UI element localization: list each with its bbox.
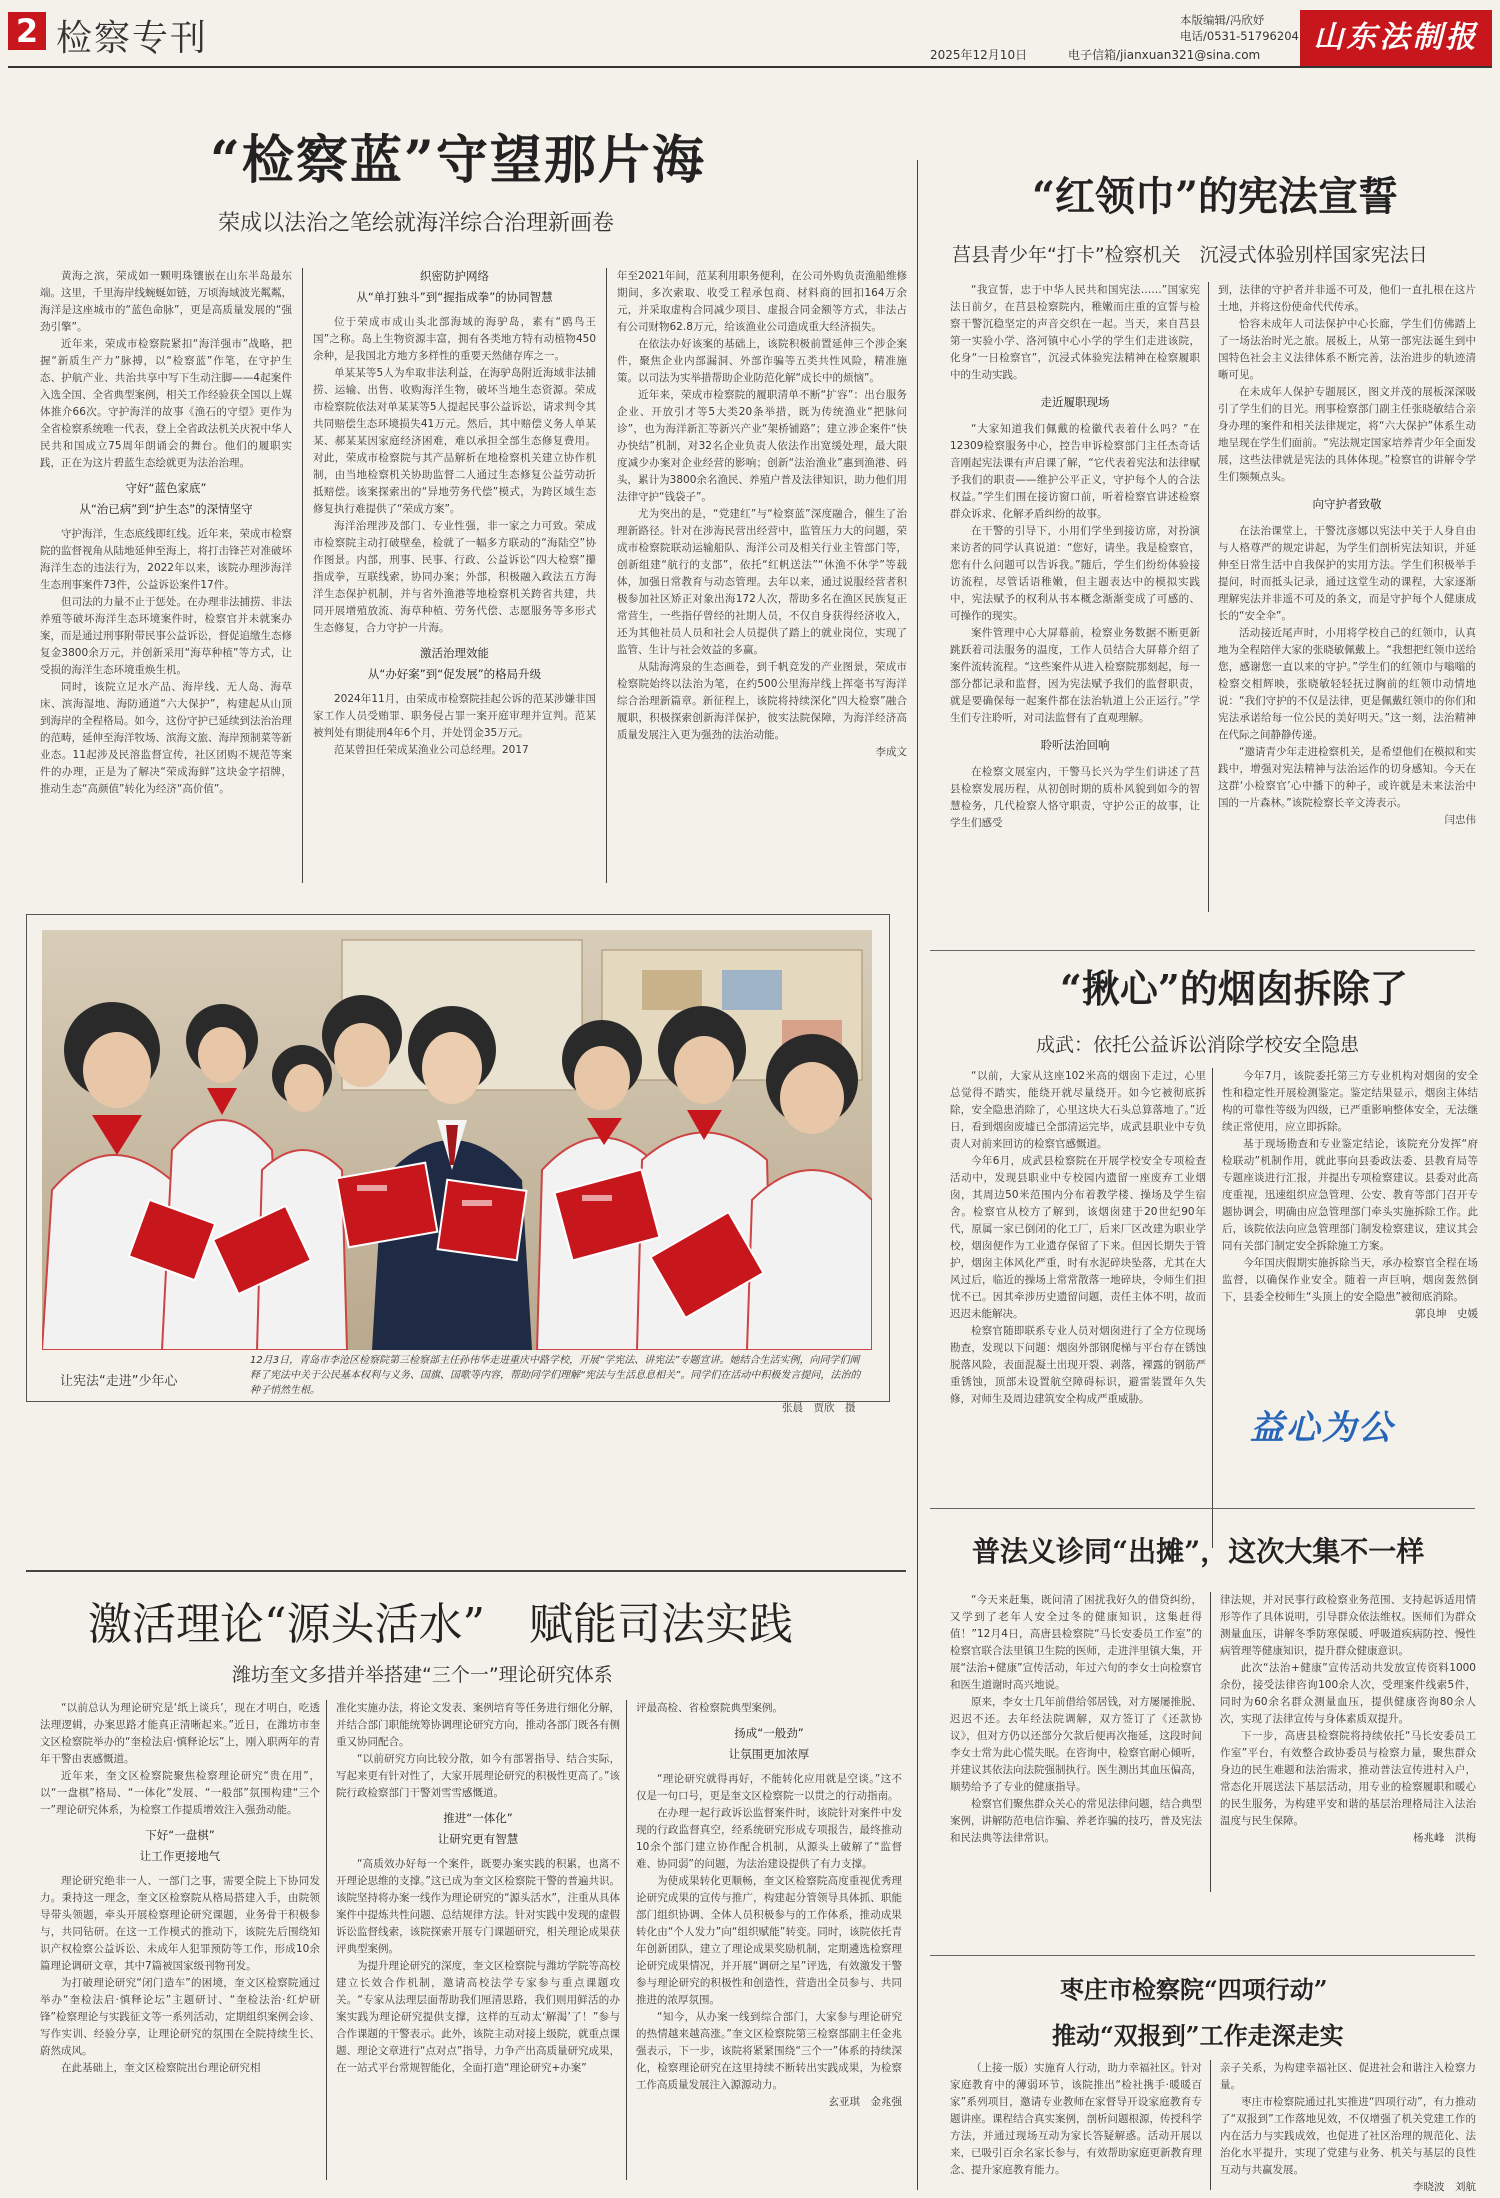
paragraph: 位于荣成市成山头北部海域的海驴岛，素有“鸥鸟王国”之称。岛上生物资源丰富，拥有各类地方特有动植物450余种，是我国北方地方多样性的重要天然储存库之一。 [313,316,596,362]
page-number-badge: 2 [8,12,46,50]
article5-title: 激活理论“源头活水” 赋能司法实践 [88,1599,793,1650]
phone-info: 电话/0531-51796204 [1180,29,1299,43]
paragraph: 检察官们聚焦群众关心的常见法律问题，结合典型案例，讲解防范电信诈骗、养老诈骗的技巧，普及宪法和民法典等法律常识。 [950,1798,1202,1844]
article5-col1 [40,1700,320,2077]
section-subheading: 从“治已病”到“护生态”的深情坚守 [79,502,253,516]
editor-info: 本版编辑/冯欣妤 [1180,13,1265,27]
paragraph: 今年国庆假期实施拆除当天，承办检察官全程在场监督，以确保作业安全。随着一声巨响，烟囱轰然倒下，县委全校师生“头顶上的安全隐患”被彻底消除。 [1222,1257,1478,1303]
article3-author: 郭良坤 史媛 [1415,1308,1478,1320]
paragraph: 2024年11月，由荣成市检察院挂起公诉的范某涉嫌非国家工作人员受贿罪、职务侵占罪一案开庭审理并宣判。范某被判处有期徒刑4年6个月，并处罚金35万元。 [313,693,596,739]
column-divider [1210,2060,1211,2190]
paragraph: 在此基础上，奎文区检察院出台理论研究相 [61,2062,261,2074]
article1-col2 [313,268,596,759]
paragraph: 在未成年人保护专题展区，图文并茂的展板深深吸引了学生们的目光。刑事检察部门副主任张晓敏结合亲身办理的案件和相关法律规定，将“六大保护”体系生动地呈现在学生们面前。“宪法规定国家培养青少年全面发展，这些法律就是宪法的具体体现。”检察官的讲解令学生们频频点头。 [1218,386,1476,483]
article1-col1 [40,268,292,798]
paragraph: “理论研究就得再好，不能转化应用就是空谈。”这不仅是一句口号，更是奎文区检察院一以贯之的行动指南。 [636,1773,902,1802]
paragraph: 理论研究绝非一人、一部门之事，需要全院上下协同发力。秉持这一理念，奎文区检察院从格局搭建入手，由院领导带头领题，牵头开展检察理论研究课题，业务骨干积极参与，共同钻研。在这一工作模式的推动下，该院先后围绕知识产权检察公益诉讼、未成年人犯罪预防等工作，形成10余篇理论调研文章，其中7篇被国家级刊物刊发。 [40,1875,320,1972]
photo-caption: 12月3日，青岛市李沧区检察院第三检察部主任孙伟华走进重庆中路学校，开展“学宪法、讲宪法”专题宣讲。她结合生活实例，向同学们阐释了宪法中关于公民基本权利与义务、国旗、国歌等内容，帮助同学们理解“宪法与生活息息相关”。同学们在活动中积极发言提问，法治的种子悄然生根。 [250,1355,861,1396]
paragraph: 但司法的力量不止于惩处。在办理非法捕捞、非法养殖等破坏海洋生态环境案件时，检察官并未就案办案，而是通过刑事附带民事公益诉讼，督促追缴生态修复金3800余万元，并创新采用“海草种植”等方式，让受损的海洋生态环境重焕生机。 [40,596,292,676]
article6-author: 李晓波 刘航 [1413,2181,1476,2193]
article1-author: 李成文 [875,746,907,758]
paragraph: 律法规，并对民事行政检察业务范围、支持起诉适用情形等作了具体说明，引导群众依法维权。医师们为群众测量血压，讲解冬季防寒保暖、呼吸道疾病防控、慢性病管理等健康知识，提升群众健康意识。 [1220,1594,1476,1657]
section-subheading: 让氛围更加浓厚 [728,1747,810,1761]
paragraph: 黄海之滨，荣成如一颗明珠镶嵌在山东半岛最东端。这里，千里海岸线蜿蜒如链，万顷海域波光粼粼，海洋是这座城市的“蓝色命脉”，更是高质量发展的“强劲引擎”。 [40,270,292,333]
column-divider [1212,1068,1213,1548]
article5-col2 [336,1700,620,2077]
paragraph: 到，法律的守护者并非遥不可及，他们一直扎根在这片土地，并将这份使命代代传承。 [1218,284,1476,313]
paragraph: 恰容未成年人司法保护中心长廊，学生们仿佛踏上了一场法治时光之旅。展板上，从第一部宪法诞生到中国特色社会主义法律体系不断完善，法治进步的轨迹清晰可见。 [1218,318,1476,381]
section-rule [930,950,1475,951]
paragraph: 单某某等5人为牟取非法利益，在海驴岛附近海域非法捕捞、运输、出售、收购海洋生物，破坏当地生态资源。荣成市检察院依法对单某某等5人提起民事公益诉讼，请求判令其共同赔偿生态环境损失41万元。然后，其中赔偿义务人单某某、郝某某因家庭经济困难，难以承担全部生态修复费用。对此，荣成市检察院与其产品解析在地检察机关建立协作机制，由当地检察机关协助监督二人通过生态修复公益劳动折抵赔偿。该案探索出的“异地劳务代偿”模式，为跨区域生态修复执行难提供了“荣成方案”。 [313,367,596,515]
article2-author: 闫忠伟 [1444,814,1476,826]
paragraph: “以前总认为理论研究是‘纸上谈兵’，现在才明白，吃透法理逻辑，办案思路才能真正清晰起来。”近日，在潍坊市奎文区检察院举办的“奎检法启·慎释论坛”上，刚入职两年的青年干警由衷感慨道。 [40,1702,320,1765]
page-divider [917,160,918,1580]
article4-author: 杨兆峰 洪梅 [1413,1832,1476,1844]
paragraph: “邀请青少年走进检察机关，是希望他们在模拟和实践中，增强对宪法精神与法治运作的切身感知。今天在这群‘小检察官’心中播下的种子，或许就是未来法治中国的一片森林。”该院检察长辛文涛表示。 [1218,746,1476,809]
article1-title: “检察蓝”守望那片海 [210,130,706,191]
paragraph: 海洋治理涉及部门、专业性强，非一家之力可致。荣成市检察院主动打破壁垒，检就了一幅多方联动的“海陆空”协作图景。内部，刑事、民事、行政、公益诉讼“四大检察”攥指成拳，互联线索，协同办案；外部，积极融入政法五方海洋生态保护机制，并与省外渔港等地检察机关跨省共建，共同开展增殖放流、海草种植、劳务代偿、志愿服务等多形式生态修复，合力守护一片海。 [313,520,596,634]
article3-col2 [1222,1068,1478,1323]
paragraph: 下一步，高唐县检察院将持续依托“马长安委员工作室”平台，有效整合政协委员与检察力量，聚焦群众身边的民生难题和法治需求，推动普法宣传进村入户，常态化开展送法下基层活动，用专业的检察履职和暖心的民生服务，为构建平安和谐的基层治理格局注入法治温度与民生保障。 [1220,1730,1476,1827]
paragraph: 在办理一起行政诉讼监督案件时，该院针对案件中发现的行政监督真空，经系统研究形成专项报告，最终推动10余个部门建立协作配合机制，从源头上破解了“监督难、协同弱”的问题，为法治建设提供了有力支撑。 [636,1807,902,1870]
paragraph: “大家知道我们佩戴的检徽代表着什么吗？”在12309检察服务中心，控告申诉检察部门主任杰奇话音刚起宪法课有声启课了解，“它代表着宪法和法律赋予我们的职责——维护公平正义，守护每个人的合法权益。”学生们围在接访窗口前，听着检察官讲述检察群众诉求、化解矛盾纠纷的故事。 [950,423,1200,520]
issue-date: 2025年12月10日 [930,48,1028,62]
photo-label: 让宪法“走进”少年心 [60,1374,178,1389]
paragraph: 为提升理论研究的深度，奎文区检察院与潍坊学院等高校建立长效合作机制，邀请高校法学专家参与重点课题攻关。“专家从法理层面帮助我们厘清思路，我们则用鲜活的办案实践为理论研究提供支撑，这样的互动太‘解渴’了！”参与合作课题的干警表示。此外，该院主动对接上级院，就重点课题、理论文章进行“点对点”指导，力争产出高质量研究成果，在一站式平台常规智能化，全面打造“理论研究+办案” [336,1960,620,2074]
section-heading: 下好“一盘棋” [145,1828,215,1842]
paragraph: 为使成果转化更顺畅，奎文区检察院高度重视优秀理论研究成果的宣传与推广，构建起分管领导具体抓、职能部门组织协调、全体人员积极参与的工作体系，推动成果转化由“个人发力”向“组织赋能”转变。同时，该院依托青年创新团队，建立了理论成果奖励机制，定期遴选检察理论研究成果情况，并开展“调研之星”评选，有效激发干警参与理论研究的积极性和创造性，营造出全员参与、共同推进的浓厚氛围。 [636,1875,902,2006]
section-heading: 聆听法治回响 [1040,738,1110,752]
paragraph: 原来，李女士几年前借给邻居钱，对方屡屡推脱、迟迟不还。去年经法院调解，双方签订了《还款协议》，但对方仍以还部分欠款后便再次拖延，这段时间李女士常为此心慌失眠。在咨询中，检察官耐心倾听，并建议其依法向法院强制执行。医生测出其血压偏高，顺势给予了专业的健康指导。 [950,1696,1202,1793]
paragraph: 从陆海湾泉的生态画卷，到千帆竞发的产业图景，荣成市检察院始终以法治为笔，在约500公里海岸线上挥毫书写海洋综合治理新篇章。新征程上，该院将持续深化“四大检察”融合履职，积极探索创新海洋保护，彼实法院保障，为海洋经济高质量发展注入更为强劲的法治动能。 [617,661,907,741]
paragraph: 在干警的引导下，小用们学坐到接访席，对扮演来访者的同学认真说道：“您好，请坐。我是检察官，您有什么问题可以告诉我。”随后，学生们纷纷体验接访流程，尽管话语稚嫩，但主题表达中的模拟实践中，宪法赋予的权利从书本概念渐渐变成了可感的、可操作的现实。 [950,525,1200,622]
section-heading: 向守护者致敬 [1312,497,1382,511]
article6-col1 [950,2060,1202,2179]
paper-logo-text: 山东法制报 [1313,20,1479,55]
paragraph: 在依法办好该案的基础上，该院积极前置延伸三个涉企案件，聚焦企业内部漏洞、外部诈骗等五类共性风险，精准施策。以司法为实举措帮助企业防范化解“成长中的烦恼”。 [617,338,907,384]
news-photo [42,930,872,1350]
paragraph: 枣庄市检察院通过扎实推进“四项行动”，有力推动了“双报到”工作落地见效，不仅增强了机关党建工作的内在活力与实践成效，也促进了社区治理的规范化、法治化水平提升，实现了党建与业务、机关与基层的良性互动与共赢发展。 [1220,2096,1476,2176]
paragraph: 同时，该院立足水产品、海岸线、无人岛、海草床、滨海湿地、海防通道“六大保护”，构建起从山顶到海岸的全程格局。如今，这份守护已延续到法治治理的范畴，延伸至海洋牧场、滨海文旅、海岸预制菜等新业态。11起涉及民溶监督宣传，社区团购不规范等案件的办理，正是为了解决“荣成海鲜”这块金字招牌，推动生态“高颜值”转化为经济“高价值”。 [40,681,292,795]
paragraph: 范某曾担任荣成某渔业公司总经理。2017 [334,744,529,756]
article6-col2 [1220,2060,1476,2196]
column-divider [1210,1592,1211,1892]
paragraph: 此次“法治+健康”宣传活动共发放宣传资料1000余份，接受法律咨询100余人次，受理案件线索5件，同时为60余名群众测量血压，提供健康咨询80余人次，实现了法律宣传与身体素质双提升。 [1220,1662,1476,1725]
section-rule [930,1508,1475,1509]
paragraph: 亲子关系，为构建幸福社区、促进社会和谐注入检察力量。 [1220,2062,1476,2091]
paragraph: 活动接近尾声时，小用将学校自己的红领巾，认真地为全程陪伴大家的张晓敏佩戴上。“我想把红领巾送给您，感谢您一直以来的守护。”学生们的红领巾与嗡嗡的检察交相辉映，张晓敏轻轻抚过胸前的红领巾动情地说：“我们守护的不仅是法律，更是佩戴红领巾的你们和宪法承诺给每一位公民的美好明天。”这一刻，法治精神在代际之间静静传递。 [1218,627,1476,741]
article2-col1 [950,282,1200,832]
classroom-photo-illustration [42,930,872,1350]
paragraph: 近年来，奎文区检察院聚焦检察理论研究“贵在用”，以“一盘棋”格局、“一体化”发展、“一般部”氛围构建“三个一”理论研究体系，为检察工作提质增效注入强劲动能。 [40,1770,320,1816]
section-name: 检察专刊 [56,18,209,59]
article4-col2 [1220,1592,1476,1847]
section-heading: 走近履职现场 [1040,395,1110,409]
paragraph: “高质效办好每一个案件，既要办案实践的积累，也离不开理论思维的支撑。”这已成为奎文区检察院干警的普遍共识。该院坚持将办案一线作为理论研究的“源头活水”，注重从具体案件中提炼共性问题、总结规律方法。针对实践中发现的虚假诉讼监督线索，该院探索开展专门课题研究，相关理论成果获评典型案例。 [336,1858,620,1955]
article4-title: 普法义诊同“出摊”，这次大集不一样 [972,1535,1425,1568]
section-rule [930,1955,1475,1956]
article2-subtitle: 莒县青少年“打卡”检察机关 沉浸式体验别样国家宪法日 [952,244,1428,266]
article6-title: 枣庄市检察院“四项行动” [1060,1975,1328,2004]
paragraph: 年至2021年间，范某利用职务便利，在公司外购负责渔船维修期间，多次索取、收受工程承包商、材料商的回扣164万余元，并采取虚构合同减少项目、虚报合同金额等方式，非法占有公司财物62.8万元，给该渔业公司造成重大经济损失。 [617,270,907,333]
paragraph: 评最高检、省检察院典型案例。 [636,1702,783,1714]
paragraph: 案件管理中心大屏幕前，检察业务数据不断更新跳跃着司法服务的温度，工作人员结合大屏幕介绍了案件流转流程。“这些案件从进入检察院那刻起，每一部分都记录和监督，因为宪法赋予我们的监督职责，就是要确保每一起案件都在法治轨道上公正运行。”学生们专注聆听，对司法监督有了直观理解。 [950,627,1200,724]
article1-subtitle: 荣成以法治之笔绘就海洋综合治理新画卷 [218,211,615,236]
paragraph: “以前研究方向比较分散，如今有部署指导、结合实际，写起来更有针对性了，大家开展理论研究的积极性更高了。”该院行政检察部门干警刘雪雪感慨道。 [336,1753,620,1799]
article3-title: “揪心”的烟囱拆除了 [1060,966,1408,1011]
section-rule [26,1570,906,1572]
section-heading: 守好“蓝色家底” [125,481,207,495]
paragraph: 在检察文展室内，干警马长兴为学生们讲述了莒县检察发展历程，从初创时期的质朴风貌到如今的智慧检务，几代检察人恪守职责，守护公正的故事，让学生们感受 [950,766,1200,829]
section-heading: 织密防护网络 [420,269,489,283]
section-subheading: 从“办好案”到“促发展”的格局升级 [367,667,542,681]
paragraph: 尤为突出的是，“党建红”与“检察蓝”深度融合，催生了治理新路径。针对在涉海民营出经营中，监管压力大的问题，荣成市检察院联动运输船队、海洋公司及相关行业主管部门等，创新组建“航行的支部”，依托“红帆送法”“休渔不休学”等载体，加强日常教育与动态管理。去年以来，通过说服经营者积极参加社区矫正对象出海172人次，帮助多名在渔区民族复正常营生，一些指仔曾经的社期人员，不仅自身获得经济收入，还为其他社员人员和社会人员提供了踏上的就业岗位，实现了监管、生计与社会效益的多赢。 [617,508,907,656]
paragraph: 今年6月，成武县检察院在开展学校安全专项检查活动中，发现县职业中专校园内遗留一座废弃工业烟囱，其周边50米范围内分布着教学楼、操场及学生宿舍。检察官从校方了解到，该烟囱建于20世纪90年代，原属一家已倒闭的化工厂，后来厂区改建为职业学校，烟囱便作为工业遗存保留了下来。但因长期失于管护，烟囱主体风化严重，时有水泥碎块坠落，尤其在大风过后，临近的操场上常常散落一地碎块，令师生们担忧不已。因其牵涉历史遗留问题，责任主体不明，故而迟迟未能解决。 [950,1155,1206,1320]
article2-col2 [1218,282,1476,829]
article1-col3 [617,268,907,761]
paragraph: 基于现场勘查和专业鉴定结论，该院充分发挥“府检联动”机制作用，就此事向县委政法委、县教育局等专题座谈进行汇报，并提出专项检察建议。县委对此高度重视，迅速组织应急管理、公安、教育等部门召开专题协调会，明确由应急管理部门牵头实施拆除工作。此后，该院依法向应急管理部门制发检察建议，建议其会同有关部门制定安全拆除施工方案。 [1222,1138,1478,1252]
logo-text: 益心为公 [1250,1408,1394,1448]
article6-subtitle: 推动“双报到”工作走深走实 [1052,2021,1344,2050]
page-divider [917,1580,918,2190]
article3-subtitle: 成武：依托公益诉讼消除学校安全隐患 [1036,1034,1360,1056]
section-subheading: 让工作更接地气 [139,1849,221,1863]
paragraph: “以前，大家从这座102米高的烟囱下走过，心里总觉得不踏实，能绕开就尽量绕开。如今它被彻底拆除，安全隐患消除了，心里这块大石头总算落地了。”近日，看到烟囱废墟已全部清运完毕，成武县职业中专负责人对前来回访的检察官感慨道。 [950,1070,1206,1150]
article5-author: 玄亚琪 金兆强 [828,2096,902,2108]
column-divider [606,268,607,883]
paragraph: “知今，从办案一线到综合部门，大家参与理论研究的热情越来越高涨。”奎文区检察院第三检察部副主任金兆强表示，下一步，该院将紧紧围绕“三个一”体系的持续深化，检察理论研究在这里持续不断转出实践成果，为检察工作高质量发展注入源源动力。 [636,2011,902,2091]
paragraph: 近年来，荣成市检察院紧扣“海洋强市”战略，把握“新质生产力”脉搏，以“检察蓝”作笔，在守护生态、护航产业、共治共享中写下生动注脚——4起案件入选全国、全省典型案例，相关工作经验获全国以上媒体推介66次。守护海洋的故事《渔石的守望》更作为全省检察系统唯一代表，登上全省政法机关庆祝中华人民共和国成立75周年朗诵会的舞台。他们的履职实践，正在为这片碧蓝生态绘就更为法治治理。 [40,338,292,469]
article2-title: “红领巾”的宪法宣誓 [1032,173,1399,220]
article5-col3 [636,1700,902,2111]
section-heading: 激活治理效能 [420,646,489,660]
paragraph: 今年7月，该院委托第三方专业机构对烟囱的安全性和稳定性开展检测鉴定。鉴定结果显示，烟囱主体结构的可靠性等级为四级，已严重影响整体安全，无法继续正常使用，应立即拆除。 [1222,1070,1478,1133]
paragraph: “我宣誓，忠于中华人民共和国宪法……”国家宪法日前夕，在莒县检察院内，稚嫩而庄重的宣誓与检察干警沉稳坚定的声音交织在一起。当天，来自莒县第一实验小学、洛河镇中心小学的学生们走进该院，化身“一日检察官”，沉浸式体验宪法精神在检察履职中的生动实践。 [950,284,1200,381]
paragraph: 准化实施办法，将论文发表、案例培育等任务进行细化分解，并结合部门职能统筹协调理论研究方向，推动各部门既各有侧重又协同配合。 [336,1702,620,1748]
column-divider [626,1700,627,2180]
paragraph: 近年来，荣成市检察院的履职清单不断“扩容”：出台服务企业、开放引才等5大类20条举措，既为传统渔业“把脉问诊”，也为海洋新汇等新兴产业“架桥铺路”；建立涉企案件“快办快结”机制，对32名企业负责人依法作出宽缓处理，最大限度减少办案对企业经营的影响；创新“法治渔业”惠到渔港、码头，累计为3800余名渔民、养殖户普及法律知识，助力他们用法律守护“钱袋子”。 [617,389,907,503]
paper-logo [1300,10,1492,66]
section-heading: 扬成“一般劲” [734,1726,804,1740]
paragraph: 检察官随即联系专业人员对烟囱进行了全方位现场勘查，发现以下问题：烟囱外部钢爬梯与平台存在锈蚀脱落风险，表面混凝土出现开裂、剥落，裸露的钢筋严重锈蚀，顶部未设置航空障碍标识，避雷装置年久失修，对师生及周边建筑安全构成严重威胁。 [950,1325,1206,1405]
email-info: 电子信箱/jianxuan321@sina.com [1068,48,1261,62]
article5-subtitle: 潍坊奎文多措并举搭建“三个一”理论研究体系 [232,1664,613,1686]
article4-col1 [950,1592,1202,1847]
paragraph: 为打破理论研究“闭门造车”的困境，奎文区检察院通过举办“奎检法启·慎释论坛”主题研讨、“奎检法治·红炉研锋”检察理论与实践征文等一系列活动，定期组织案例会诊、写作实训、经验分享，让理论研究的氛围在全院持续生长、蔚然成风。 [40,1977,320,2057]
paragraph: （上接一版）实施育人行动，助力幸福社区。针对家庭教育中的薄弱环节，该院推出“检社携手·暖暖百家”系列项目，邀请专业教师在家督导开设家庭教育专题讲座。课程结合真实案例，剖析问题根源，传授科学方法，并通过现场互动为家长答疑解惑。活动开展以来，已吸引百余名家长参与，有效帮助家庭更新教育理念、提升家庭教育能力。 [950,2062,1202,2176]
column-divider [302,268,303,883]
masthead-rule [8,66,1492,68]
section-heading: 推进“一体化” [443,1811,513,1825]
column-divider [1208,282,1209,912]
section-subheading: 从“单打独斗”到“握指成拳”的协同智慧 [356,290,553,304]
photo-credit: 张晨 贾欣 摄 [782,1402,856,1414]
paragraph: 在法治课堂上，干警沈彦娜以宪法中关于人身自由与人格尊严的规定讲起，为学生们剖析宪法知识，并延伸至日常生活中自我保护的实用方法。学生们积极举手提问，时而抵头记录，通过这堂生动的课程，大家逐渐理解宪法并非遥不可及的条文，而是守护每个人健康成长的“安全伞”。 [1218,525,1476,622]
paragraph: “今天来赶集，既问清了困扰我好久的借贷纠纷，又学到了老年人安全过冬的健康知识，这集赶得值！”12月4日，高唐县检察院“马长安委员工作室”的检察官联合法里镇卫生院的医师，走进泮里镇大集，开展“法治+健康”宣传活动，年过六旬的李女士向检察官和医生道谢时高兴地说。 [950,1594,1202,1691]
section-subheading: 让研究更有智慧 [437,1832,519,1846]
article3-col1 [950,1068,1206,1408]
column-divider [326,1700,327,2180]
yixinweigong-logo [1250,1400,1450,1456]
paragraph: 守护海洋，生态底线即红线。近年来，荣成市检察院的监督视角从陆地延伸至海上，将打击锋芒对准破坏海洋生态的违法行为，2022年以来，该院办理涉海洋生态刑事案件73件，公益诉讼案件17件。 [40,528,292,591]
